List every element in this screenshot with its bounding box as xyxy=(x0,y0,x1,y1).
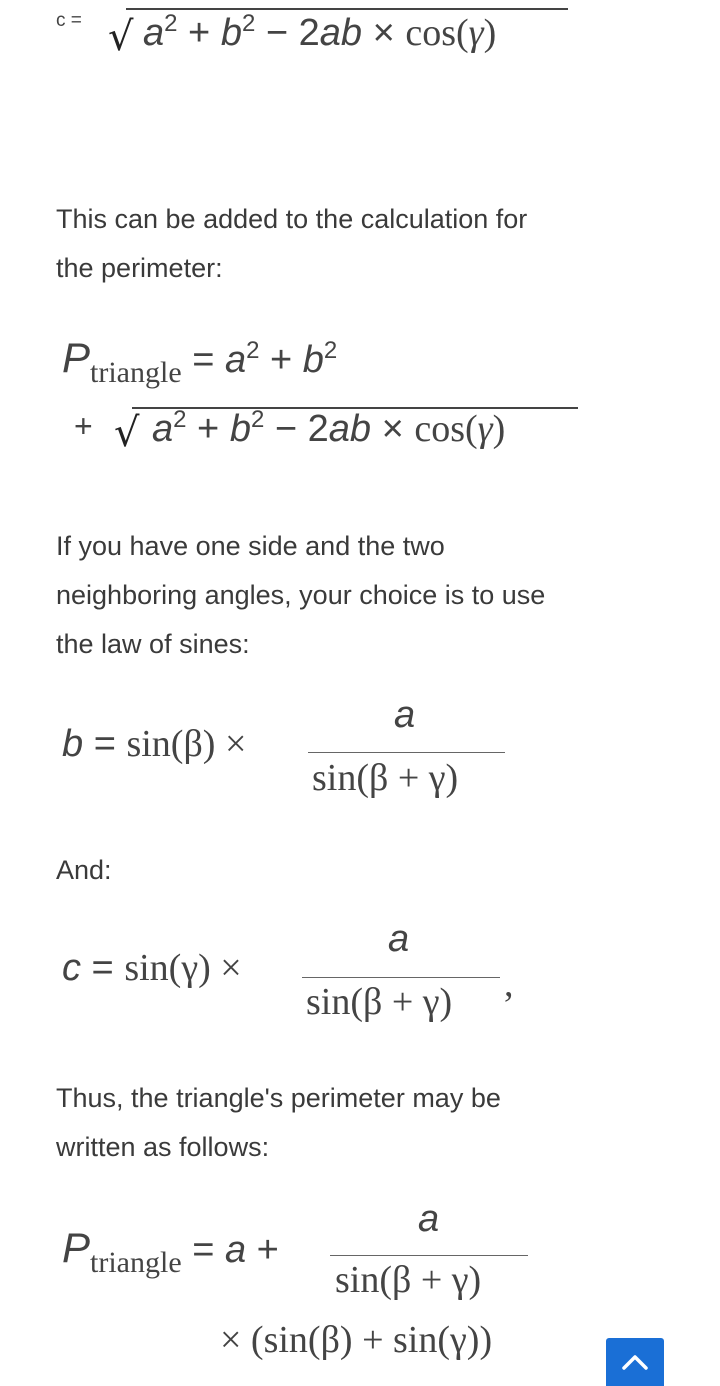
fraction-line xyxy=(308,752,505,753)
var-gamma: γ xyxy=(477,408,493,450)
var-a: a xyxy=(152,408,174,450)
op: = xyxy=(81,947,125,989)
formula-radicand xyxy=(152,406,505,451)
formula-radicand xyxy=(143,10,496,55)
var-a: a xyxy=(143,12,165,54)
fraction-line xyxy=(302,977,500,978)
fraction-denominator: sin(β + γ) xyxy=(306,981,453,1023)
var-gamma: γ xyxy=(468,12,484,54)
formula-perimeter-sines-lhs xyxy=(62,1224,279,1280)
fraction-numerator: a xyxy=(394,694,416,736)
op: = xyxy=(181,339,225,381)
var-c: c xyxy=(62,947,81,989)
var-b: b xyxy=(220,12,242,54)
text-line: Thus, the triangle's perimeter may be xyxy=(56,1083,501,1113)
op: − 2 xyxy=(255,12,320,54)
text-line: This can be added to the calculation for xyxy=(56,204,528,234)
fraction-denominator: sin(β + γ) xyxy=(335,1259,482,1301)
var-ab: ab xyxy=(319,12,363,54)
fn-sin: sin(γ) × xyxy=(124,947,242,989)
chevron-up-icon xyxy=(620,1352,650,1372)
subscript: triangle xyxy=(90,1246,182,1279)
text-line: the perimeter: xyxy=(56,253,223,283)
fn-cos: cos( xyxy=(405,12,469,54)
exp: 2 xyxy=(250,406,265,433)
exp: 2 xyxy=(323,337,338,364)
fn-cos: cos( xyxy=(414,408,478,450)
paren: ) xyxy=(492,408,506,450)
op: × xyxy=(362,12,406,54)
var-b: b xyxy=(229,408,251,450)
op: − 2 xyxy=(264,408,329,450)
radical-icon: √ xyxy=(114,410,140,456)
paren: ) xyxy=(483,12,497,54)
var-b: b xyxy=(62,723,84,765)
exp: 2 xyxy=(241,10,256,37)
formula-b-lhs xyxy=(62,722,246,766)
exp: 2 xyxy=(246,337,260,364)
paragraph-law-of-sines-intro xyxy=(56,522,545,669)
var-a: a xyxy=(224,1229,247,1271)
exp: 2 xyxy=(164,10,178,37)
op: + xyxy=(186,408,230,450)
var-b: b xyxy=(302,339,324,381)
text-line: If you have one side and the two xyxy=(56,531,445,561)
formula-perimeter-sines-line2: × (sin(β) + sin(γ)) xyxy=(220,1319,493,1361)
fraction-numerator: a xyxy=(418,1198,440,1240)
exp: 2 xyxy=(173,406,187,433)
and-label: And: xyxy=(56,855,112,885)
scroll-to-top-button[interactable] xyxy=(606,1338,664,1386)
paragraph-perimeter-intro xyxy=(56,195,527,293)
fraction-numerator: a xyxy=(388,918,410,960)
var-ab: ab xyxy=(328,408,372,450)
var-P: P xyxy=(62,334,91,381)
op: + xyxy=(246,1229,279,1271)
op: + xyxy=(177,12,221,54)
op: × xyxy=(371,408,415,450)
formula-c-lhs xyxy=(62,946,242,990)
text-line: written as follows: xyxy=(56,1132,270,1162)
comma: , xyxy=(504,963,514,1005)
radical-icon: √ xyxy=(108,14,134,60)
formula-lhs: c = xyxy=(56,10,82,31)
var-P: P xyxy=(62,1224,91,1271)
op: = xyxy=(83,723,127,765)
op: = xyxy=(181,1229,225,1271)
fraction-denominator: sin(β + γ) xyxy=(312,757,459,799)
fn-sin: sin(β) × xyxy=(126,723,247,765)
plus-sign: + xyxy=(74,408,93,444)
text-line: neighboring angles, your choice is to use xyxy=(56,580,546,610)
paragraph-perimeter-sines-intro xyxy=(56,1074,501,1172)
op: + xyxy=(259,339,303,381)
formula-perimeter-cosines-line1 xyxy=(62,334,337,390)
subscript: triangle xyxy=(90,356,182,389)
text-line: the law of sines: xyxy=(56,629,250,659)
formula-law-of-cosines xyxy=(56,10,82,37)
var-a: a xyxy=(224,339,247,381)
fraction-line xyxy=(330,1255,528,1256)
